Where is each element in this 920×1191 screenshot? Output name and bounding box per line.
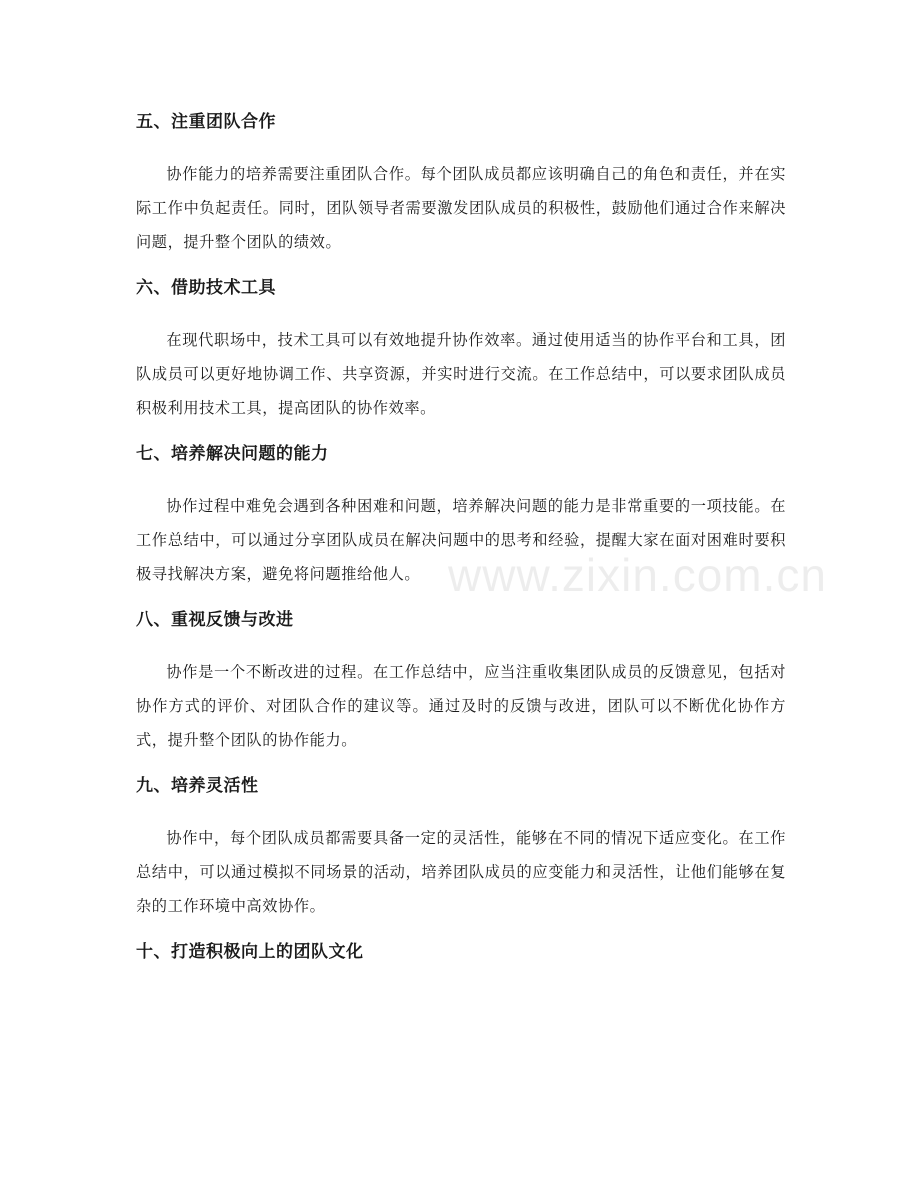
section-heading: 六、借助技术工具 bbox=[136, 278, 276, 298]
section-heading: 八、重视反馈与改进 bbox=[136, 610, 294, 630]
section-heading: 九、培养灵活性 bbox=[136, 776, 259, 796]
section-paragraph: 协作能力的培养需要注重团队合作。每个团队成员都应该明确自己的角色和责任，并在实际工作中负起责任。同时，团队领导者需要激发团队成员的积极性，鼓励他们通过合作来解决问题，提升整个团队的绩效。 bbox=[136, 165, 786, 251]
section-6 bbox=[136, 273, 786, 425]
section-paragraph: 在现代职场中，技术工具可以有效地提升协作效率。通过使用适当的协作平台和工具，团队成员可以更好地协调工作、共享资源，并实时进行交流。在工作总结中，可以要求团队成员积极利用技术工具，提高团队的协作效率。 bbox=[136, 331, 786, 417]
section-heading: 十、打造积极向上的团队文化 bbox=[136, 942, 364, 962]
section-10 bbox=[136, 937, 786, 967]
section-paragraph: 协作中，每个团队成员都需要具备一定的灵活性，能够在不同的情况下适应变化。在工作总结中，可以通过模拟不同场景的活动，培养团队成员的应变能力和灵活性，让他们能够在复杂的工作环境中高效协作。 bbox=[136, 829, 786, 915]
section-heading: 五、注重团队合作 bbox=[136, 112, 276, 132]
section-7 bbox=[136, 439, 786, 591]
watermark: www.zixin.com.cn bbox=[448, 549, 827, 601]
section-heading: 七、培养解决问题的能力 bbox=[136, 444, 329, 464]
section-paragraph: 协作过程中难免会遇到各种困难和问题，培养解决问题的能力是非常重要的一项技能。在工作总结中，可以通过分享团队成员在解决问题中的思考和经验，提醒大家在面对困难时要积极寻找解决方案，避免将问题推给他人。 bbox=[136, 497, 786, 583]
section-9 bbox=[136, 771, 786, 923]
section-5 bbox=[136, 107, 786, 259]
section-paragraph: 协作是一个不断改进的过程。在工作总结中，应当注重收集团队成员的反馈意见，包括对协作方式的评价、对团队合作的建议等。通过及时的反馈与改进，团队可以不断优化协作方式，提升整个团队的协作能力。 bbox=[136, 663, 786, 749]
section-8 bbox=[136, 605, 786, 757]
